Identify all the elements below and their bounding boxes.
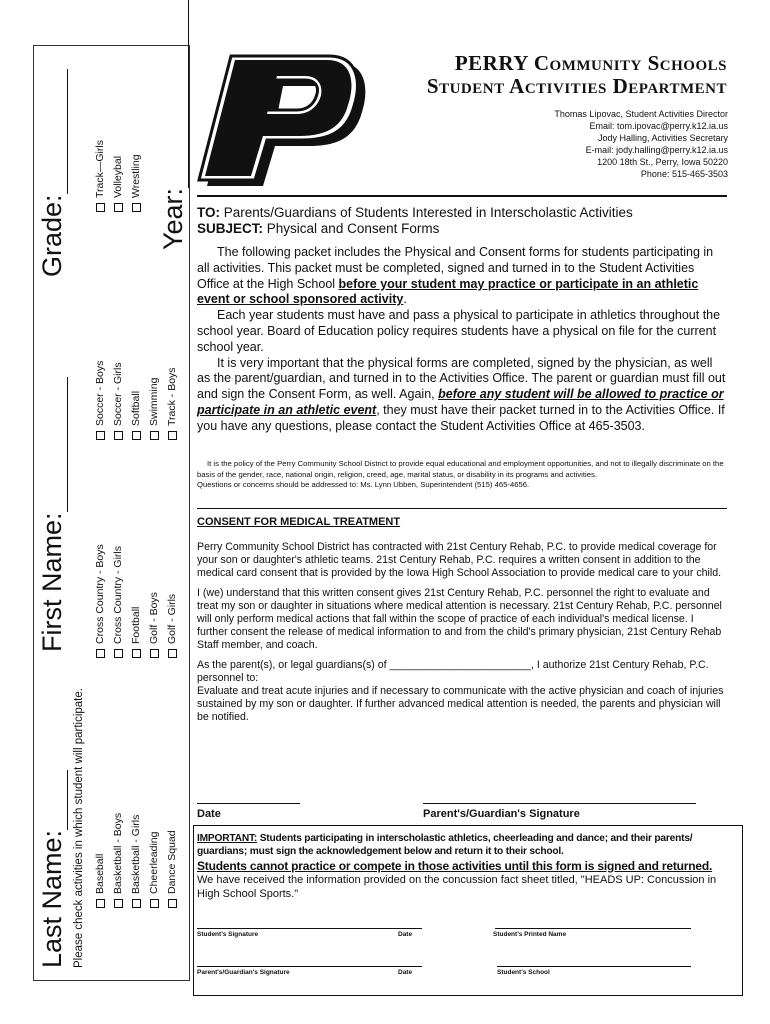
activity-checkbox[interactable] — [168, 431, 177, 440]
contact-line: Phone: 515-465-3503 — [640, 169, 728, 179]
consent-paragraph-1: Perry Community School District has contracted with 21st Century Rehab, P.C. to provide medical coverage for your son or daughter's athletic teams. 21st Century Rehab, P.C. requires a written consent in addition to the medical card consent that is provided by the Iowa High School Association to provide medical care to your child. — [197, 541, 722, 579]
activity-option[interactable] — [91, 544, 109, 658]
date-signature-line[interactable] — [197, 803, 300, 804]
guardian-signature-label: Parent's/Guardian's Signature — [423, 808, 580, 820]
activity-option[interactable] — [109, 361, 127, 440]
intro-text — [197, 245, 727, 435]
activity-label: Cross Country - Girls — [112, 545, 124, 644]
activity-option[interactable] — [127, 813, 145, 908]
activity-label: Baseball — [94, 853, 106, 894]
activity-option[interactable] — [127, 361, 145, 440]
activity-checkbox[interactable] — [96, 203, 105, 212]
activity-label: Golf - Girls — [166, 593, 178, 644]
important-warning: Students cannot practice or compete in those activities until this form is signed and returned. — [197, 859, 713, 873]
intro-p1-end: . — [403, 292, 407, 307]
first-name-label: First Name: — [37, 512, 67, 652]
activity-option[interactable] — [109, 544, 127, 658]
activity-label: Wrestling — [130, 154, 142, 198]
activity-label: Basketball - Girls — [130, 814, 142, 894]
received-statement: We have received the information provided on the concussion fact sheet titled, "HEADS UP: Concussion in High School Sports." — [197, 874, 717, 900]
activity-option[interactable] — [163, 813, 181, 908]
sports-group-3 — [91, 361, 181, 440]
activity-label: Swimming — [148, 377, 160, 426]
activity-checkbox[interactable] — [150, 649, 159, 658]
to-label: TO: — [197, 205, 220, 220]
contact-line: 1200 18th St., Perry, Iowa 50220 — [597, 157, 728, 167]
guardian-signature-line[interactable] — [423, 803, 696, 804]
subject-label: SUBJECT: — [197, 221, 264, 236]
activity-label: Football — [130, 606, 142, 644]
activity-option[interactable] — [91, 813, 109, 908]
to-line — [197, 205, 737, 221]
activity-checkbox[interactable] — [132, 203, 141, 212]
intro-paragraph-1 — [197, 245, 727, 308]
parent-signature-line[interactable] — [197, 966, 422, 967]
intro-paragraph-2: Each year students must have and pass a physical to participate in athletics throughout the school year. Board of Education policy requires students have a physical on file for the current school year. — [197, 308, 721, 354]
activity-checkbox[interactable] — [168, 899, 177, 908]
to-text: Parents/Guardians of Students Interested in Interscholastic Activities — [223, 205, 633, 220]
contact-line: Thomas Lipovac, Student Activities Director — [554, 109, 728, 119]
first-name-blank[interactable] — [67, 377, 68, 512]
activity-checkbox[interactable] — [150, 431, 159, 440]
grade-blank[interactable] — [67, 69, 68, 194]
intro-p1-emphasis: before your student may practice or participate in an athletic event or school sponsored activity — [197, 276, 699, 307]
last-name-blank[interactable] — [67, 770, 68, 830]
activity-checkbox[interactable] — [114, 899, 123, 908]
intro-p3-end: , they must have their packet turned in to the Activities Office. If you have any questions, please contact the Student Activities Office at 465-3503. — [197, 402, 725, 433]
policy-text: It is the policy of the Perry Community School District to provide equal educational and employment opportunities, and not to illegally discriminate on the basis of the gender, race, national origin, religion, creed, age, marital status, or disability in its programs and activities. — [197, 459, 724, 479]
intro-paragraph-3 — [197, 356, 727, 435]
activity-checkbox[interactable] — [168, 649, 177, 658]
sports-group-4 — [91, 140, 145, 212]
student-school-line[interactable] — [497, 966, 691, 967]
activity-option[interactable] — [163, 361, 181, 440]
subject-line — [197, 221, 737, 237]
perry-p-logo — [197, 50, 367, 190]
policy-statement — [197, 459, 727, 491]
intro-p3-emphasis: before any student will be allowed to practice or participate in an athletic event — [197, 387, 724, 417]
activity-checkbox[interactable] — [114, 649, 123, 658]
activity-checkbox[interactable] — [96, 431, 105, 440]
student-school-label: Student's School — [497, 969, 550, 976]
student-signature-label: Student's Signature — [197, 931, 259, 938]
activity-label: Softball — [130, 390, 142, 426]
activity-checkbox[interactable] — [96, 649, 105, 658]
activity-checkbox[interactable] — [114, 431, 123, 440]
activity-label: Track—Girls — [94, 140, 106, 198]
year-blank[interactable] — [188, 0, 189, 188]
activity-option[interactable] — [145, 361, 163, 440]
activity-label: Basketball - Boys — [112, 812, 124, 894]
last-name-field[interactable] — [37, 770, 68, 968]
activity-checkbox[interactable] — [150, 899, 159, 908]
parent-signature-label: Parent's/Guardian's Signature — [197, 969, 290, 976]
date-label-2: Date — [398, 969, 413, 976]
important-notice — [197, 832, 737, 858]
first-name-field[interactable] — [37, 377, 68, 652]
concussion-acknowledgement-text — [197, 832, 737, 901]
subject-text: Physical and Consent Forms — [266, 221, 440, 236]
activity-label: Golf - Boys — [148, 592, 160, 644]
student-printed-name-label: Student's Printed Name — [493, 931, 567, 938]
header-divider — [197, 195, 727, 197]
contact-line: Email: tom.ipovac@perry.k12.ia.us — [589, 121, 728, 131]
activity-label: Cross Country - Boys — [94, 544, 106, 644]
activity-checkbox[interactable] — [132, 431, 141, 440]
activity-label: Soccer - Girls — [112, 362, 124, 426]
student-signature-line[interactable] — [197, 928, 422, 929]
activity-option[interactable] — [91, 140, 109, 212]
consent-paragraph-4: Evaluate and treat acute injuries and if necessary to communicate with the active physician and coach of injuries sustained by my son or daughter. If further advanced medical attention is needed, the parents and physician will be notified. — [197, 685, 724, 723]
sports-group-1 — [91, 813, 181, 908]
activity-label: Cheerleading — [148, 831, 160, 894]
student-printed-name-line[interactable] — [495, 928, 691, 929]
activity-checkbox[interactable] — [132, 649, 141, 658]
activity-label: Volleybal — [112, 155, 124, 198]
activity-option[interactable] — [145, 813, 163, 908]
activity-option[interactable] — [109, 813, 127, 908]
policy-contact: Questions or concerns should be addressed to: Ms. Lynn Ubben, Superintendent (515) 465-4656. — [197, 480, 530, 489]
consent-body — [197, 541, 727, 731]
activity-option[interactable] — [163, 544, 181, 658]
contact-info — [440, 108, 728, 180]
contact-line: Jody Halling, Activities Secretary — [597, 133, 728, 143]
consent-paragraph-3[interactable]: As the parent(s), or legal guardians(s) of ________________________, I authorize 21st Century Rehab, P.C. personnel to: — [197, 659, 709, 684]
year-label: Year: — [158, 187, 188, 250]
intro-p3-text: It is very important that the physical forms are completed, signed by the physician, as well as the parent/guardian, and turned in to the Activities Office. The parent or guardian must fill out and sign the Consent Form, as well. Again, — [197, 355, 726, 402]
last-name-label: Last Name: — [37, 829, 67, 968]
activity-option[interactable] — [91, 361, 109, 440]
consent-title: CONSENT FOR MEDICAL TREATMENT — [197, 516, 401, 528]
activity-checkbox[interactable] — [132, 899, 141, 908]
activity-option[interactable] — [109, 140, 127, 212]
consent-paragraph-2: I (we) understand that this written consent gives 21st Century Rehab, P.C. personnel the right to evaluate and treat my son or daughter in situations where medical attention is necessary. 21st Century Rehab, P.C. personnel will only perform medical actions that fall within the scope of practice of each individual's medical license. I further consent the release of medical information to and from the child's primary physician, 21st Century Rehab Staff member, and coach. — [197, 587, 722, 651]
activity-checkbox[interactable] — [114, 203, 123, 212]
org-name: PERRY Community Schools — [454, 51, 727, 75]
activity-option[interactable] — [127, 140, 145, 212]
activity-label: Dance Squad — [166, 830, 178, 894]
grade-field[interactable] — [37, 69, 68, 277]
sports-group-2 — [91, 544, 181, 658]
important-label: IMPORTANT: — [197, 833, 258, 844]
activities-instruction: Please check activities in which student will participate. — [73, 688, 85, 968]
important-text: Students participating in interscholastic athletics, cheerleading and dance; and their parents/ guardians; must sign the acknowledgement below and return it to their school. — [197, 833, 693, 857]
activity-checkbox[interactable] — [96, 899, 105, 908]
activity-option[interactable] — [145, 544, 163, 658]
date-label: Date — [197, 808, 221, 820]
activity-label: Track - Boys — [166, 367, 178, 426]
grade-label: Grade: — [37, 194, 67, 277]
activity-option[interactable] — [127, 544, 145, 658]
activity-label: Soccer - Boys — [94, 360, 106, 426]
department-name: Student Activities Department — [426, 74, 727, 98]
date-label-1: Date — [398, 931, 413, 938]
intro-p1-text: The following packet includes the Physical and Consent forms for students participating in all activities. This packet must be completed, signed and turned in to the Student Activities Office at the High School — [197, 245, 714, 291]
year-field[interactable] — [158, 0, 189, 250]
policy-divider — [197, 508, 727, 509]
contact-line: E-mail: jody.halling@perry.k12.ia.us — [585, 145, 728, 155]
